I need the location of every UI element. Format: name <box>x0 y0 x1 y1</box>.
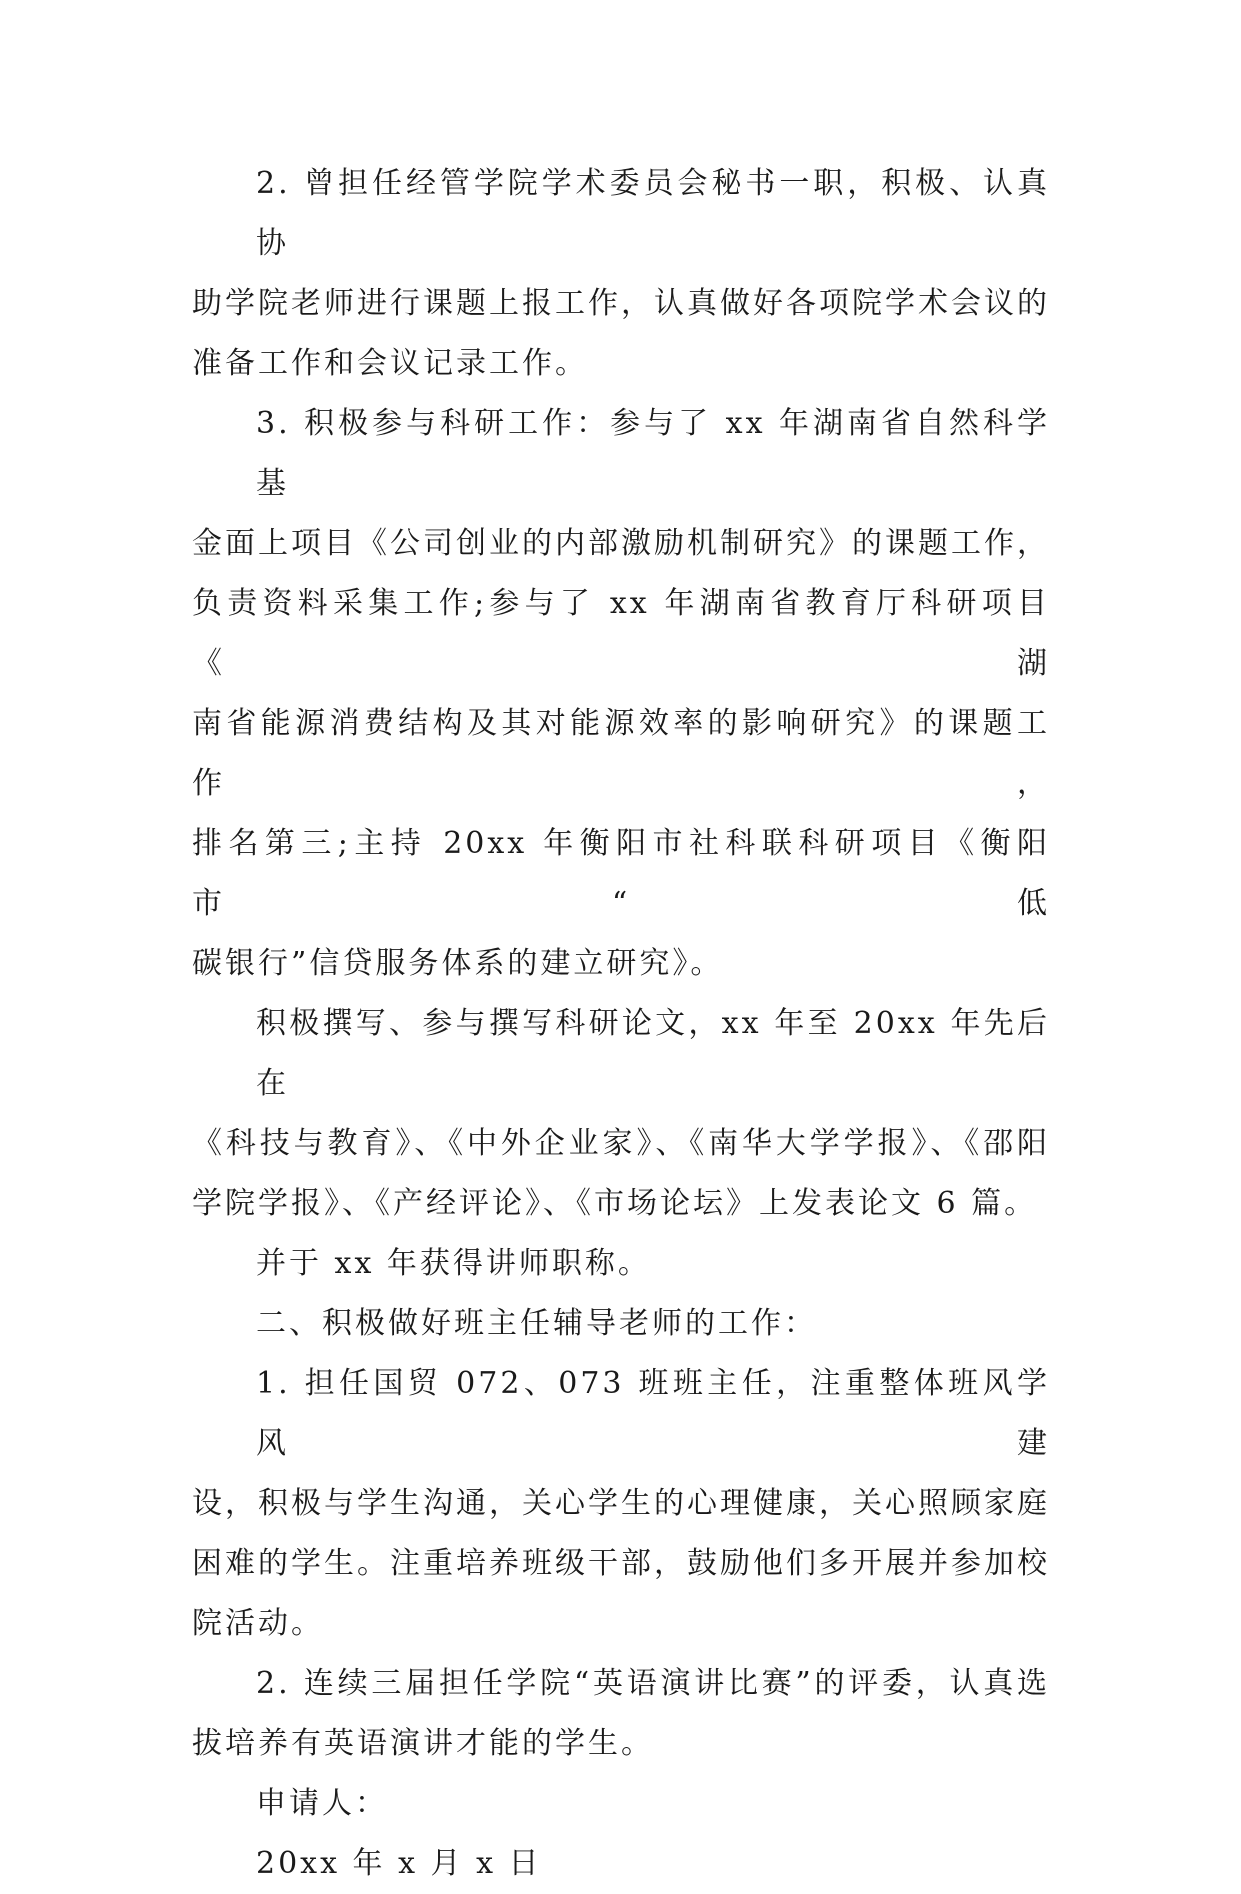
text-line: 积极撰写、参与撰写科研论文，xx 年至 20xx 年先后在 <box>256 1006 1050 1101</box>
paragraph-applicant <box>192 1774 1050 1834</box>
paragraph-lecturer-title <box>192 1234 1050 1294</box>
text-line: 并于 xx 年获得讲师职称。 <box>256 1246 651 1281</box>
paragraph-date <box>192 1834 1050 1894</box>
text-line: 2. 连续三届担任学院“英语演讲比赛”的评委，认真选 <box>256 1666 1050 1701</box>
text-line: 助学院老师进行课题上报工作，认真做好各项院学术会议的 <box>192 286 1050 321</box>
paragraph-item-1-class-teacher <box>192 1354 1050 1654</box>
text-line: 申请人： <box>256 1786 388 1821</box>
text-line: 碳银行”信贷服务体系的建立研究》。 <box>192 946 724 981</box>
text-line: 20xx 年 x 月 x 日 <box>256 1846 542 1881</box>
text-line: 学院学报》、《产经评论》、《市场论坛》上发表论文 6 篇。 <box>192 1186 1038 1221</box>
paragraph-section-2-heading <box>192 1294 1050 1354</box>
text-line: 2. 曾担任经管学院学术委员会秘书一职，积极、认真协 <box>256 166 1050 261</box>
paragraph-item-2-judge <box>192 1654 1050 1774</box>
text-line: 设，积极与学生沟通，关心学生的心理健康，关心照顾家庭 <box>192 1486 1050 1521</box>
text-line: 负责资料采集工作;参与了 xx 年湖南省教育厅科研项目《湖 <box>192 586 1050 681</box>
paragraph-item-3-research <box>192 394 1050 994</box>
text-line: 院活动。 <box>192 1606 324 1641</box>
document-body <box>192 154 1050 1894</box>
paragraph-papers <box>192 994 1050 1234</box>
text-line: 南省能源消费结构及其对能源效率的影响研究》的课题工作， <box>192 706 1050 801</box>
text-line: 1. 担任国贸 072、073 班班主任，注重整体班风学风建 <box>256 1366 1050 1461</box>
text-line: 准备工作和会议记录工作。 <box>192 346 588 381</box>
text-line: 《科技与教育》、《中外企业家》、《南华大学学报》、《邵阳 <box>192 1126 1050 1161</box>
text-line: 二、积极做好班主任辅导老师的工作： <box>256 1306 817 1341</box>
text-line: 困难的学生。注重培养班级干部，鼓励他们多开展并参加校 <box>192 1546 1050 1581</box>
text-line: 拔培养有英语演讲才能的学生。 <box>192 1726 654 1761</box>
text-line: 金面上项目《公司创业的内部激励机制研究》的课题工作， <box>192 526 1050 561</box>
paragraph-item-2-secretary <box>192 154 1050 394</box>
text-line: 排名第三;主持 20xx 年衡阳市社科联科研项目《衡阳市“低 <box>192 826 1050 921</box>
text-line: 3. 积极参与科研工作：参与了 xx 年湖南省自然科学基 <box>256 406 1050 501</box>
